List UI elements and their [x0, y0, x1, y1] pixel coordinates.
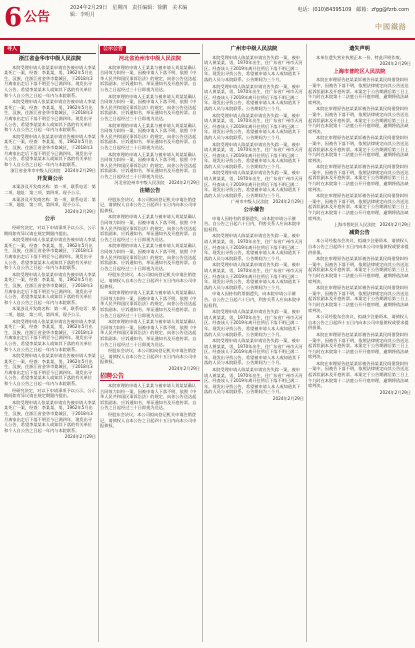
- notice-signature: 2024年2月29日: [379, 389, 411, 395]
- notice-body: 本院在审理原告赵某某诉被告孙某某民间借贷纠纷一案中，因被告下落不明，依照法律规定向其公告送达起诉状副本及开庭传票。本案定于公告期满后第三日上午九时在本院第十二法庭公开开庭审理，逾期将依法缺席判决。: [308, 77, 409, 105]
- notice-body: 申请人因持有的票据遗失，向本院申请公示催告。自公告之日起六十日内，利害关系人应向本院申报权利。: [204, 291, 301, 308]
- notice-body: 本院在审理原告赵某某诉被告孙某某民间借贷纠纷一案中，因被告下落不明，依照法律规定向其公告送达起诉状副本及开庭传票。本案定于公告期满后第三日上午九时在本院第十二法庭公开开庭审理，逾期将依法缺席判决。: [308, 360, 409, 389]
- notice-signature: 河北省沧州市中级人民法院 2024年2月29日: [114, 180, 200, 186]
- column-divider: [98, 44, 99, 642]
- column-1: [4, 44, 96, 642]
- notice-body: 本院受理申请人张某某申请宣告被申请人李某某死亡一案，经查：李某某，男，1962年5月出生，汉族，住浙江省金华市婺城区，于2018年3月离家出走后下落不明至今已满四年。现发出寻人公告，希望李某某本人或知其下落的有关单位和个人自公告之日起一年内与本院联系。: [4, 237, 96, 271]
- notice-body: 本院受理申请人张某某申请宣告被申请人李某某死亡一案，经查：李某某，男，1962年5月出生，汉族，住浙江省金华市婺城区，于2018年3月离家出走后下落不明至今已满四年。现发出寻人公告，希望李某某本人或知其下落的有关单位和个人自公告之日起一年内与本院联系。: [4, 271, 96, 305]
- notice-body: 本院审理的申请人王某某与被申请人刘某某确认合同效力纠纷一案，因被申请人下落不明，依照《中华人民共和国民事诉讼法》的规定，向你公告送达起诉状副本、应诉通知书、举证通知书及开庭传票。自公告之日起经过三十日即视为送达。: [100, 383, 197, 411]
- notice-signature: 广州市中级人民法院 2024年2月29日: [230, 199, 304, 205]
- notice-title: 减资公告: [349, 229, 370, 236]
- notice-body: 本院受理申请人陈某某申请宣告失踪一案，被申请人黄某某，男，1970年出生，住广东省广州市天河区。经查该人于2019年离开住所后下落不明已满二年。现发出寻找公告，希望被申请人本人或知道其下落的人员与本院联系。公告期间为三个月。: [204, 170, 303, 198]
- notice-body: 本公司经股东会决议，拟减少注册资本，请债权人自本公告之日起四十五日内向本公司申报债权或要求提供担保。: [308, 314, 409, 331]
- notice-body: 本院受理申请人张某某申请宣告被申请人李某某死亡一案，经查：李某某，男，1962年5月出生，汉族，住浙江省金华市婺城区，于2018年3月离家出走后下落不明至今已满四年。现发出寻人公告，希望李某某本人或知其下落的有关单位和个人自公告之日起一年内与本院联系。: [4, 64, 96, 98]
- notice-title: 河北省沧州市中级人民法院: [118, 56, 182, 62]
- notice-body: 本院在审理原告赵某某诉被告孙某某民间借贷纠纷一案中，因被告下落不明，依照法律规定向其公告送达起诉状副本及开庭传票。本案定于公告期满后第三日上午九时在本院第十二法庭公开开庭审理，逾期将依法缺席判决。: [308, 135, 409, 163]
- notice-body: 本院受理申请人陈某某申请宣告失踪一案，被申请人黄某某，男，1970年出生，住广东省广州市天河区。经查该人于2019年离开住所后下落不明已满二年。现发出寻找公告，希望被申请人本人或知道其下落的人员与本院联系。公告期间为三个月。: [204, 141, 303, 169]
- masthead: [0, 0, 415, 40]
- notice-title: 注销公告: [139, 188, 161, 195]
- notice-signature: 上海市普陀区人民法院 2024年2月29日: [333, 222, 411, 228]
- notice-title: 广州市中级人民法院: [230, 46, 278, 52]
- column-divider: [202, 44, 203, 642]
- notice-body: 经研究决定，对以下申请事项予以公示，公示期间如有异议请在规定期限内提出。: [4, 387, 96, 399]
- notice-body: 本院审理的申请人王某某与被申请人刘某某确认合同效力纠纷一案，因被申请人下落不明，依照《中华人民共和国民事诉讼法》的规定，向你公告送达起诉状副本、应诉通知书、举证通知书及开庭传票。自公告之日起经过三十日即视为送达。: [100, 122, 197, 150]
- notice-body: 经股东会决议，本公司拟向登记机关申请注销登记，请债权人自本公告之日起四十五日内向本公司申报债权。: [100, 272, 197, 289]
- notice-title: 上海市普陀区人民法院: [333, 68, 386, 75]
- notice-body: 本院审理的申请人王某某与被申请人刘某某确认合同效力纠纷一案，因被申请人下落不明，依照《中华人民共和国民事诉讼法》的规定，向你公告送达起诉状副本、应诉通知书、举证通知书及开庭传票。自公告之日起经过三十日即视为送达。: [100, 319, 197, 347]
- notice-body: 申请人因持有的票据遗失，向本院申请公示催告。自公告之日起六十日内，利害关系人应向本院申报权利。: [204, 215, 301, 232]
- notice-signature: 2024年2月29日: [168, 365, 200, 371]
- notice-body: 本院审理的申请人王某某与被申请人刘某某确认合同效力纠纷一案，因被申请人下落不明，依照《中华人民共和国民事诉讼法》的规定，向你公告送达起诉状副本、应诉通知书、举证通知书及开庭传票。自公告之日起经过三十日即视为送达。: [100, 243, 197, 271]
- notice-body: 本院审理的申请人王某某与被申请人刘某某确认合同效力纠纷一案，因被申请人下落不明，依照《中华人民共和国民事诉讼法》的规定，向你公告送达起诉状副本、应诉通知书、举证通知书及开庭传票。自公告之日起经过三十日即视为送达。: [100, 93, 197, 121]
- notice-body: 本院受理申请人陈某某申请宣告失踪一案，被申请人黄某某，男，1970年出生，住广东省广州市天河区。经查该人于2019年离开住所后下落不明已满二年。现发出寻找公告，希望被申请人本人或知道其下落的人员与本院联系。公告期间为三个月。: [204, 233, 303, 261]
- notice-body: 本院受理申请人陈某某申请宣告失踪一案，被申请人黄某某，男，1970年出生，住广东省广州市天河区。经查该人于2019年离开住所后下落不明已满二年。现发出寻找公告，希望被申请人本人或知道其下落的人员与本院联系。公告期间为三个月。: [204, 262, 303, 290]
- column-tag-row: [4, 46, 96, 54]
- contact-info: 电话：(010)84395109 邮箱：zfgg@fzrb.com: [297, 7, 409, 13]
- notice-signature: 2024年2月29日: [64, 434, 96, 440]
- column-4: [308, 44, 411, 642]
- notice-body: 本公司经股东会决议，拟减少注册资本，请债权人自本公告之日起四十五日内向本公司申报债权或要求提供担保。: [308, 238, 409, 255]
- notice-body: 本院在审理原告赵某某诉被告孙某某民间借贷纠纷一案中，因被告下落不明，依照法律规定向其公告送达起诉状副本及开庭传票。本案定于公告期满后第三日上午九时在本院第十二法庭公开开庭审理，逾期将依法缺席判决。: [308, 106, 409, 134]
- notice-body: 本院受理申请人张某某申请宣告被申请人李某某死亡一案，经查：李某某，男，1962年5月出生，汉族，住浙江省金华市婺城区，于2018年3月离家出走后下落不明至今已满四年。现发出寻人公告，希望李某某本人或知其下落的有关单位和个人自公告之日起一年内与本院联系。: [4, 133, 96, 167]
- notice-body: 本院受理申请人陈某某申请宣告失踪一案，被申请人黄某某，男，1970年出生，住广东省广州市天河区。经查该人于2019年离开住所后下落不明已满二年。现发出寻找公告，希望被申请人本人或知道其下落的人员与本院联系。公告期间为三个月。: [204, 83, 303, 111]
- notice-title: 浙江省金华市中级人民法院: [18, 56, 82, 62]
- column-2: [100, 44, 200, 642]
- notice-body: 本院审理的申请人王某某与被申请人刘某某确认合同效力纠纷一案，因被申请人下落不明，依照《中华人民共和国民事诉讼法》的规定，向你公告送达起诉状副本、应诉通知书、举证通知书及开庭传票。自公告之日起经过三十日即视为送达。: [100, 151, 197, 179]
- notice-body: 本院在审理原告赵某某诉被告孙某某民间借贷纠纷一案中，因被告下落不明，依照法律规定向其公告送达起诉状副本及开庭传票。本案定于公告期满后第三日上午九时在本院第十二法庭公开开庭审理，逾期将依法缺席判决。: [308, 193, 409, 221]
- column-tag: 寻人: [4, 46, 20, 53]
- column-tag: 公示公告: [100, 46, 126, 53]
- brand-logo: 中國鐵路: [375, 23, 407, 31]
- notice-body: 本院受理申请人陈某某申请宣告失踪一案，被申请人黄某某，男，1970年出生，住广东省广州市天河区。经查该人于2019年离开住所后下落不明已满二年。现发出寻找公告，希望被申请人本人或知道其下落的人员与本院联系。公告期间为三个月。: [204, 112, 303, 140]
- notice-body: 经股东会决议，本公司拟向登记机关申请注销登记，请债权人自本公告之日起四十五日内向本公司申报债权。: [100, 348, 197, 365]
- notice-body: 本院在审理原告赵某某诉被告孙某某民间借贷纠纷一案中，因被告下落不明，依照法律规定向其公告送达起诉状副本及开庭传票。本案定于公告期满后第三日上午九时在本院第十二法庭公开开庭审理，逾期将依法缺席判决。: [308, 331, 409, 360]
- issue-info: 2024年2月29日 星期四 责任编辑：徐鹏 美术编辑：李明月: [70, 5, 188, 18]
- column-divider: [306, 44, 307, 642]
- notice-body: 本院受理申请人张某某申请宣告被申请人李某某死亡一案，经查：李某某，男，1962年5月出生，汉族，住浙江省金华市婺城区，于2018年3月离家出走后下落不明至今已满四年。现发出寻人公告，希望李某某本人或知其下落的有关单位和个人自公告之日起一年内与本院联系。: [4, 99, 96, 133]
- notice-body: 本案涉及开发商名称：第一项，联系电话：第二项，地址：第三项，第四项。现予公示。: [4, 196, 96, 208]
- notice-signature: 2024年2月29日: [379, 61, 411, 67]
- notice-signature: 2024年2月29日: [64, 208, 96, 214]
- section-banner: 招聘公告: [100, 374, 200, 381]
- notice-body: 本单位遗失营业执照正本一份，特此声明作废。: [316, 54, 404, 60]
- column-3: [204, 44, 304, 642]
- notice-signature: 2024年2月29日: [272, 396, 304, 402]
- notice-body: 本院受理申请人陈某某申请宣告失踪一案，被申请人黄某某，男，1970年出生，住广东省广州市天河区。经查该人于2019年离开住所后下落不明已满二年。现发出寻找公告，希望被申请人本人或知道其下落的人员与本院联系。公告期间为三个月。: [204, 338, 303, 366]
- page-number: 6: [4, 3, 23, 33]
- notice-title: 公示: [44, 216, 56, 223]
- notice-title: 遗失声明: [349, 46, 370, 52]
- notice-body: 本院受理申请人陈某某申请宣告失踪一案，被申请人黄某某，男，1970年出生，住广东省广州市天河区。经查该人于2019年离开住所后下落不明已满二年。现发出寻找公告，希望被申请人本人或知道其下落的人员与本院联系。公告期间为三个月。: [204, 54, 303, 82]
- notice-body: 本案涉及开发商名称：第一项，联系电话：第二项，地址：第三项，第四项。现予公示。: [4, 306, 96, 317]
- notice-body: 本案涉及开发商名称：第一项，联系电话：第二项，地址：第三项，第四项。现予公示。: [4, 184, 96, 196]
- notice-signature: 浙江省金华市中级人民法院 2024年2月29日: [10, 168, 96, 174]
- notice-body: 本院受理申请人陈某某申请宣告失踪一案，被申请人黄某某，男，1970年出生，住广东省广州市天河区。经查该人于2019年离开住所后下落不明已满二年。现发出寻找公告，希望被申请人本人或知道其下落的人员与本院联系。公告期间为三个月。: [204, 309, 303, 337]
- notice-body: 本院受理申请人张某某申请宣告被申请人李某某死亡一案，经查：李某某，男，1962年5月出生，汉族，住浙江省金华市婺城区，于2018年3月离家出走后下落不明至今已满四年。现发出寻人公告，希望李某某本人或知其下落的有关单位和个人自公告之日起一年内与本院联系。: [4, 318, 96, 352]
- notice-body: 本院审理的申请人王某某与被申请人刘某某确认合同效力纠纷一案，因被申请人下落不明，依照《中华人民共和国民事诉讼法》的规定，向你公告送达起诉状副本、应诉通知书、举证通知书及开庭传票。自公告之日起经过三十日即视为送达。: [100, 214, 197, 242]
- notice-title: 开发商公示: [37, 175, 63, 182]
- notice-body: 经股东会决议，本公司拟向登记机关申请注销登记，请债权人自本公告之日起四十五日内向本公司申报债权。: [100, 412, 197, 429]
- notice-body: 本院审理的申请人王某某与被申请人刘某某确认合同效力纠纷一案，因被申请人下落不明，依照《中华人民共和国民事诉讼法》的规定，向你公告送达起诉状副本、应诉通知书、举证通知书及开庭传票。自公告之日起经过三十日即视为送达。: [100, 290, 197, 318]
- notice-body: 本院审理的申请人王某某与被申请人刘某某确认合同效力纠纷一案，因被申请人下落不明，依照《中华人民共和国民事诉讼法》的规定，向你公告送达起诉状副本、应诉通知书、举证通知书及开庭传票。自公告之日起经过三十日即视为送达。: [100, 64, 197, 92]
- notice-body: 本院在审理原告赵某某诉被告孙某某民间借贷纠纷一案中，因被告下落不明，依照法律规定向其公告送达起诉状副本及开庭传票。本案定于公告期满后第三日上午九时在本院第十二法庭公开开庭审理，逾期将依法缺席判决。: [308, 285, 409, 313]
- section-title: 公告: [24, 10, 51, 25]
- notice-body: 本院受理申请人陈某某申请宣告失踪一案，被申请人黄某某，男，1970年出生，住广东省广州市天河区。经查该人于2019年离开住所后下落不明已满二年。现发出寻找公告，希望被申请人本人或知道其下落的人员与本院联系。公告期间为三个月。: [204, 367, 303, 395]
- notice-body: 本院在审理原告赵某某诉被告孙某某民间借贷纠纷一案中，因被告下落不明，依照法律规定向其公告送达起诉状副本及开庭传票。本案定于公告期满后第三日上午九时在本院第十二法庭公开开庭审理，逾期将依法缺席判决。: [308, 256, 409, 284]
- notice-body: 经研究决定，对以下申请事项予以公示，公示期间如有异议请在规定期限内提出。: [4, 225, 96, 236]
- notice-title: 公示催告: [243, 207, 265, 214]
- column-tag-row: [100, 46, 200, 54]
- notice-body: 经股东会决议，本公司拟向登记机关申请注销登记，请债权人自本公告之日起四十五日内向本公司申报债权。: [100, 196, 197, 213]
- notice-body: 本院在审理原告赵某某诉被告孙某某民间借贷纠纷一案中，因被告下落不明，依照法律规定向其公告送达起诉状副本及开庭传票。本案定于公告期满后第三日上午九时在本院第十二法庭公开开庭审理，逾期将依法缺席判决。: [308, 164, 409, 192]
- notice-body: 本院受理申请人张某某申请宣告被申请人李某某死亡一案，经查：李某某，男，1962年5月出生，汉族，住浙江省金华市婺城区，于2018年3月离家出走后下落不明至今已满四年。现发出寻人公告，希望李某某本人或知其下落的有关单位和个人自公告之日起一年内与本院联系。: [4, 399, 96, 433]
- notice-body: 本院受理申请人张某某申请宣告被申请人李某某死亡一案，经查：李某某，男，1962年5月出生，汉族，住浙江省金华市婺城区，于2018年3月离家出走后下落不明至今已满四年。现发出寻人公告，希望李某某本人或知其下落的有关单位和个人自公告之日起一年内与本院联系。: [4, 353, 96, 387]
